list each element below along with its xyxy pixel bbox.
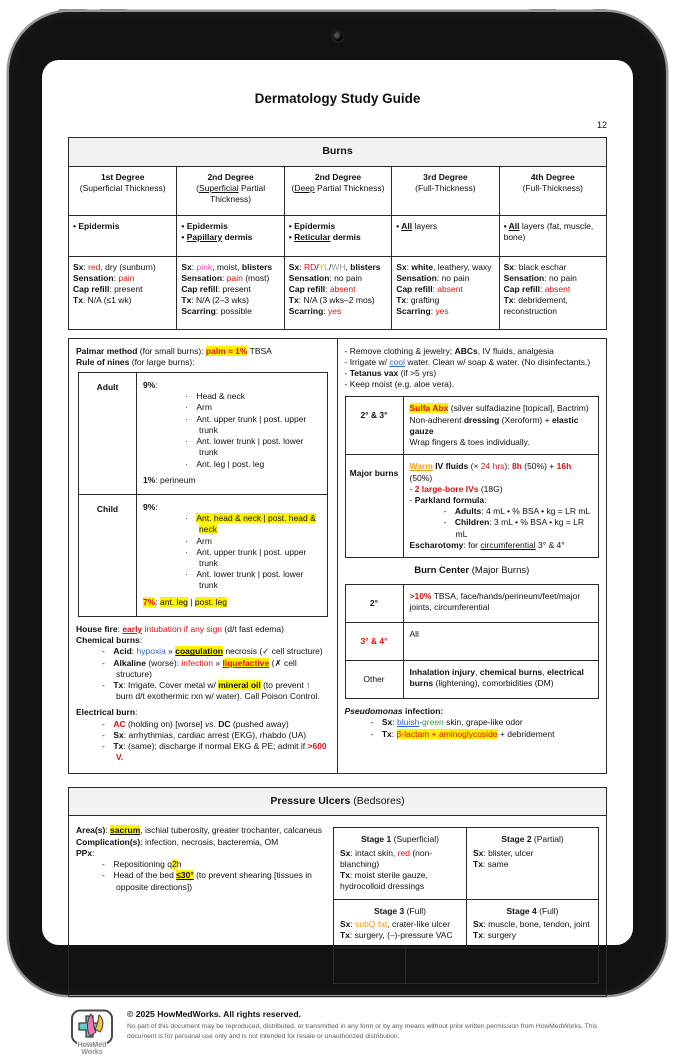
page-number: 12 xyxy=(596,119,607,130)
front-camera-icon xyxy=(333,32,342,41)
pressure-stages-table xyxy=(333,827,599,983)
burns-degree-header-row xyxy=(69,167,606,215)
pressure-stages-grid xyxy=(334,828,598,947)
burns-layers-cell: • All layers xyxy=(391,216,498,256)
stage-1-details: Sx: intact skin, red (non-blanching) Tx: moist sterile gauze, hydrocolloid dressings xyxy=(340,847,433,892)
burn-treatment-table xyxy=(345,396,600,558)
rule-of-nines-child-row xyxy=(79,494,327,616)
document-page xyxy=(42,60,633,1057)
stage-3-cell xyxy=(334,899,466,948)
treatment-row-content: Warm IV fluids (× 24 hrs): 8h (50%) + 16h (50%) - 2 large-bore IVs (18G) - Parkland formula: - Adults: 4 mL • % BSA • kg = LR mL - Children: 3 mL • % BSA • kg = LR mL Escharotomy: for circumferential 3° & 4° xyxy=(409,461,591,550)
burn-center-row-label: Other xyxy=(346,661,404,698)
chemical-burns-title: Chemical burns: xyxy=(76,635,143,646)
pseudomonas-list: - Sx: bluish-green skin, grape-like odor - Tx: β-lactam + aminoglycoside + debridement xyxy=(370,717,555,739)
burns-layers-cell: • Epidermis • Reticular dermis xyxy=(284,216,391,256)
burn-center-row xyxy=(346,622,599,660)
burns-details-cell: Sx: black eschar Sensation: no pain Cap refill: absent Tx: debridement, reconstruction xyxy=(499,257,606,329)
burns-degree-header-3: 2nd Degree (Deep Partial Thickness) xyxy=(284,167,391,215)
burns-table xyxy=(68,137,607,330)
stage-1-cell xyxy=(334,828,466,898)
house-fire-line: House fire: early intubation if any sign (d/t fast edema) xyxy=(76,623,284,634)
treatment-row xyxy=(346,454,599,557)
rule-of-nines-table xyxy=(78,372,328,617)
tablet-device-frame xyxy=(9,12,666,1057)
burns-notes-right-column xyxy=(338,339,607,773)
adult-label: Adult xyxy=(79,373,137,494)
stage-2-cell xyxy=(466,828,598,898)
burns-layers-cell: • All layers (fat, muscle, bone) xyxy=(499,216,606,256)
burn-center-table xyxy=(345,584,600,700)
pressure-ulcers-section xyxy=(68,787,607,997)
footer-text xyxy=(127,1009,605,1042)
stage-4-cell xyxy=(466,899,598,948)
stage-2-title: Stage 2 (Partial) xyxy=(501,834,564,845)
burn-center-row-content: Inhalation injury, chemical burns, electrical burns (lightening), comorbidities (DM) xyxy=(409,667,584,689)
burn-center-row-label: 2° xyxy=(346,585,404,622)
treatment-row-content: Sulfa Abx (silver sulfadiazine [topical], Bactrim) Non-adherent dressing (Xeroform) + elastic gauze Wrap fingers & toes individually. xyxy=(409,403,589,448)
howmedworks-logo xyxy=(68,1009,116,1059)
burn-center-row-label: 3° & 4° xyxy=(346,623,404,660)
burn-center-row-content: All xyxy=(409,628,419,639)
burns-details-cell: Sx: pink, moist, blisters Sensation: pain (most) Cap refill: present Tx: N/A (2–3 wks) Scarring: possible xyxy=(176,257,283,329)
pseudomonas-section xyxy=(345,706,600,740)
rule-of-nines-adult-row xyxy=(79,373,327,494)
stage-3-title: Stage 3 (Full) xyxy=(374,905,426,916)
electrical-burn-list: - AC (holding on) [worse] vs. DC (pushed away) - Sx: arrhythmias, cardiac arrest (EKG), rhabdo (UA) - Tx: (same); discharge if normal EKG & PE; admit if >600 V. xyxy=(102,718,327,763)
unstageable-details: Sx: slough/eschar (Don't remove a stable eschar.) xyxy=(412,954,568,976)
stage-4-title: Stage 4 (Full) xyxy=(506,905,559,916)
chemical-burns-list: - Acid: hypoxia » coagulation necrosis (✓ cell structure) - Alkaline (worse): infection » liquefactive (✗ cell structure) - Tx: Irrigate. Cover metal w/ mineral oil (to prevent ↑ burn d/t exothermic rxn w/ water). Call Poison Control. xyxy=(102,646,323,702)
pressure-ulcers-title: Pressure Ulcers (Bedsores) xyxy=(69,788,606,817)
document-footer xyxy=(68,1009,607,1059)
stage-3-details: Sx: subQ fat, crater-like ulcer Tx: surgery, (–)-pressure VAC xyxy=(340,918,453,940)
unstageable-row xyxy=(334,947,598,982)
howmedworks-logo-icon xyxy=(69,1009,115,1047)
pseudomonas-title: Pseudomonas infection: xyxy=(344,706,444,717)
tablet-screen xyxy=(42,60,633,1057)
burns-details-cell: Sx: RD/YL/WH, blisters Sensation: no pain Cap refill: absent Tx: N/A (3 wks–2 mos) Scarring: yes xyxy=(284,257,391,329)
burn-center-row xyxy=(346,585,599,622)
pressure-ulcers-notes: Area(s): sacrum, ischial tuberosity, greater trochanter, calcaneus Complication(s): infection, necrosis, bacteremia, OM PPx: - Repositioning q2h - Head of the bed ≤30° (to prevent shearing [tissues in opposite directions]) xyxy=(76,825,323,892)
howmedworks-logo-text xyxy=(68,1042,116,1057)
burns-degree-header-5: 4th Degree (Full-Thickness) xyxy=(499,167,606,215)
burns-details-cell: Sx: red, dry (sunburn) Sensation: pain Cap refill: present Tx: N/A (≤1 wk) xyxy=(73,261,156,306)
burns-details-cell: Sx: white, leathery, waxy Sensation: no pain Cap refill: absent Tx: grafting Scarring: yes xyxy=(391,257,498,329)
logo-text-line1: HowMed xyxy=(77,1041,107,1049)
burn-center-title: Burn Center (Major Burns) xyxy=(414,565,530,577)
electrical-burn-title: Electrical burn: xyxy=(76,707,138,718)
treatment-row-label: Major burns xyxy=(346,455,404,557)
burns-degree-header-4: 3rd Degree (Full-Thickness) xyxy=(391,167,498,215)
treatment-row-label: 2° & 3° xyxy=(346,397,404,454)
general-care-list: - Remove clothing & jewelry; ABCs, IV fluids, analgesia - Irrigate w/ cool water. Clean w/ soap & water. (No disinfectants.) - Tetanus vax (if >5 yrs) - Keep moist (e.g. aloe vera). xyxy=(344,345,591,390)
copyright-line: © 2025 HowMedWorks. All rights reserved. xyxy=(127,1008,301,1019)
pressure-ulcers-body xyxy=(69,816,606,995)
stage-2-details: Sx: blister, ulcer Tx: same xyxy=(473,847,534,869)
child-percentages: 9%: · Ant. head & neck | post. head & neck · Arm · Ant. upper trunk | post. upper trunk · Ant. lower trunk | post. lower trunk 7%: ant. leg | post. leg xyxy=(143,501,316,607)
page-title: Dermatology Study Guide xyxy=(254,91,421,106)
adult-percentages: 9%: · Head & neck · Arm · Ant. upper trunk | post. upper trunk · Ant. lower trunk | post. lower trunk · Ant. leg | post. leg 1%: perineum xyxy=(143,379,307,485)
burns-layers-cell: • Epidermis • Papillary dermis xyxy=(176,216,283,256)
burns-layers-cell: • Epidermis xyxy=(73,220,120,231)
burns-layers-row xyxy=(69,215,606,256)
burns-notes-section xyxy=(68,338,607,774)
rule-of-nines-line: Rule of nines (for large burns): xyxy=(76,356,195,367)
burns-table-title: Burns xyxy=(69,138,606,167)
burn-center-row xyxy=(346,660,599,698)
burn-center-row-content: >10% TBSA, face/hands/perineum/feet/major joints, circumferential xyxy=(409,590,581,612)
logo-text-line2: Works xyxy=(81,1049,103,1057)
palmar-method-line: Palmar method (for small burns): palm ≈ 1% TBSA xyxy=(76,345,272,356)
child-label: Child xyxy=(79,495,137,616)
burns-degree-header-1: 1st Degree (Superficial Thickness) xyxy=(79,171,166,193)
unstageable-label: Unstageable xyxy=(334,948,406,982)
treatment-row xyxy=(346,397,599,454)
burns-degree-header-2: 2nd Degree (Superficial Partial Thickness) xyxy=(176,167,283,215)
stage-1-title: Stage 1 (Superficial) xyxy=(361,834,439,845)
stage-4-details: Sx: muscle, bone, tendon, joint Tx: surgery xyxy=(473,918,590,940)
burns-details-row xyxy=(69,256,606,329)
burns-notes-left-column xyxy=(69,339,338,773)
disclaimer-text: No part of this document may be reproduced, distributed, or transmitted in any form or by any means without prior written permission from HowMedWorks. This document is for personal use only and is not intended for resale or unauthorized distribution. xyxy=(127,1022,598,1040)
